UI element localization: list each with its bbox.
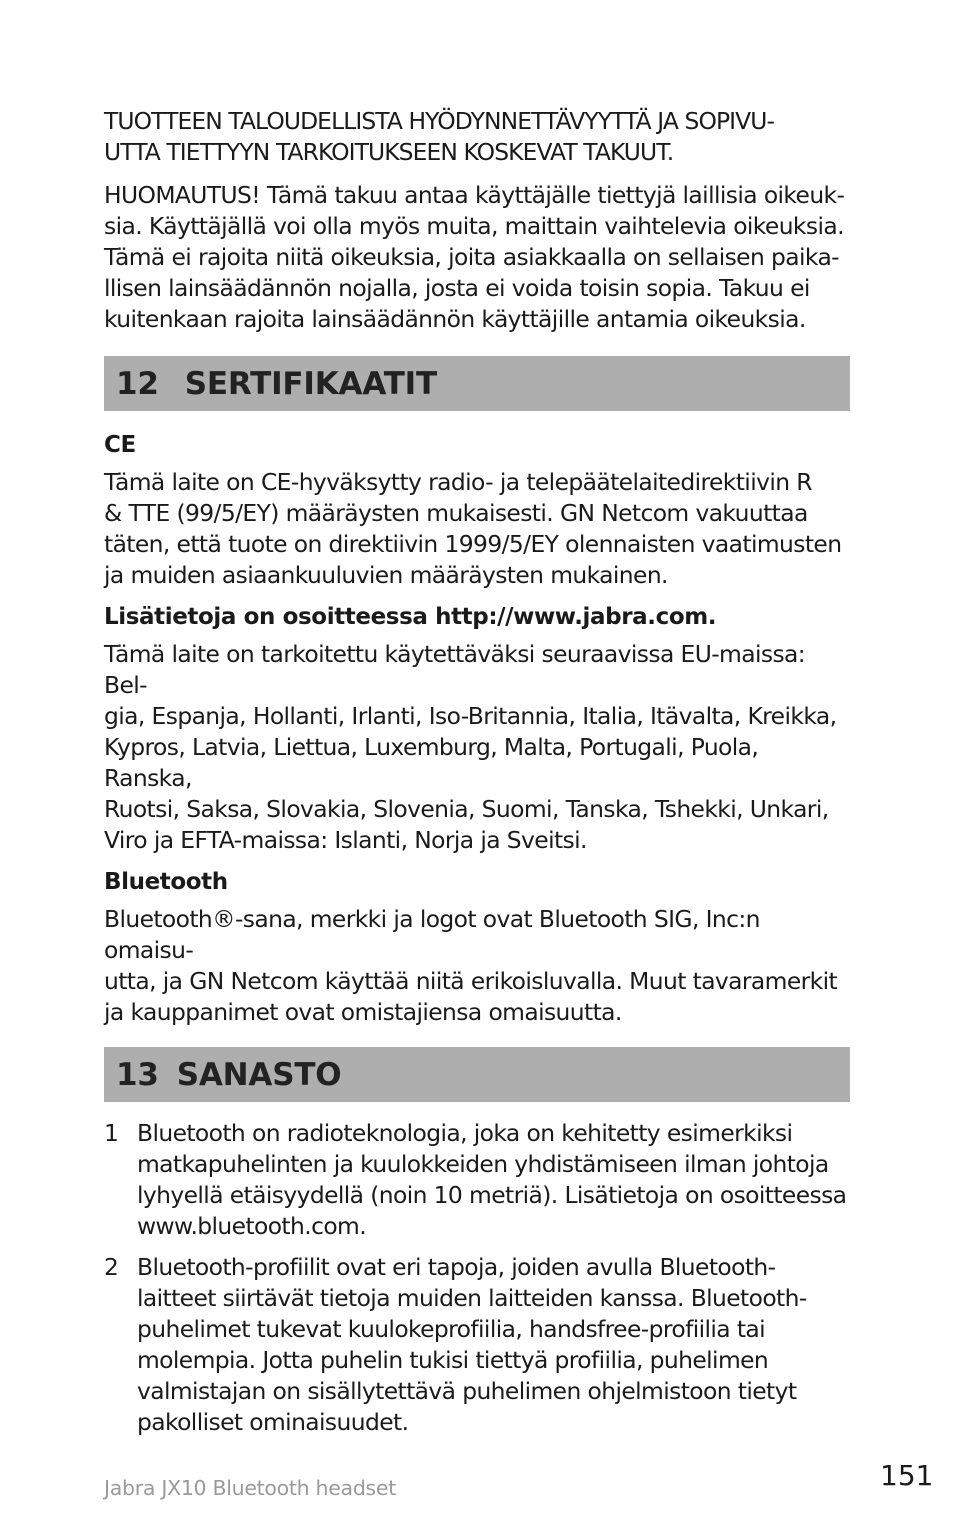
text-line: valmistajan on sisällytettävä puhelimen ohjelmistoon tietyt	[137, 1377, 797, 1405]
text-line: Bluetooth®-sana, merkki ja logot ovat Bluetooth SIG, Inc:n omaisu-	[104, 905, 760, 964]
text-line: & TTE (99/5/EY) määräysten mukaisesti. GN Netcom vakuuttaa	[104, 499, 808, 527]
section-title: SANASTO	[176, 1056, 342, 1093]
text-line: matkapuhelinten ja kuulokkeiden yhdistämiseen ilman johtoja	[137, 1150, 829, 1178]
text-line: pakolliset ominaisuudet.	[137, 1408, 409, 1436]
text-line: Tämä ei rajoita niitä oikeuksia, joita asiakkaalla on sellaisen paika-	[104, 243, 840, 271]
text-line: ja kauppanimet ovat omistajiensa omaisuutta.	[104, 998, 622, 1026]
text-line: lyhyellä etäisyydellä (noin 10 metriä). Lisätietoja on osoitteessa	[137, 1181, 847, 1209]
text-line: HUOMAUTUS! Tämä takuu antaa käyttäjälle tiettyjä laillisia oikeuk-	[104, 181, 845, 209]
info-heading: Lisätietoja on osoitteessa http://www.jabra.com.	[104, 604, 717, 630]
bluetooth-paragraph	[104, 904, 850, 1028]
page-content	[104, 106, 850, 1448]
text-line: sia. Käyttäjällä voi olla myös muita, maittain vaihtelevia oikeuksia.	[104, 212, 844, 240]
section-12-heading	[104, 356, 850, 411]
item-text	[137, 1118, 846, 1242]
section-number: 12	[116, 365, 159, 402]
text-line: Bluetooth-profiilit ovat eri tapoja, joiden avulla Bluetooth-	[137, 1253, 776, 1281]
ce-heading: CE	[104, 432, 136, 458]
text-line: llisen lainsäädännön nojalla, josta ei voida toisin sopia. Takuu ei	[104, 274, 810, 302]
ce-paragraph	[104, 467, 850, 591]
text-line: Tämä laite on tarkoitettu käytettäväksi seuraavissa EU-maissa: Bel-	[104, 640, 806, 699]
text-line: Viro ja EFTA-maissa: Islanti, Norja ja Sveitsi.	[104, 826, 587, 854]
text-line: Bluetooth on radioteknologia, joka on kehitetty esimerkiksi	[137, 1119, 793, 1147]
caps-line: UTTA TIETTYYN TARKOITUKSEEN KOSKEVAT TAKUUT.	[104, 138, 674, 166]
text-line: Tämä laite on CE-hyväksytty radio- ja telepäätelaitedirektiivin R	[104, 468, 812, 496]
item-text	[137, 1252, 807, 1438]
text-line: täten, että tuote on direktiivin 1999/5/EY olennaisten vaatimusten	[104, 530, 842, 558]
warranty-caps-text	[104, 106, 850, 168]
text-line: puhelimet tukevat kuulokeprofiilia, handsfree-profiilia tai	[137, 1315, 766, 1343]
countries-paragraph	[104, 639, 850, 856]
text-line: Ruotsi, Saksa, Slovakia, Slovenia, Suomi, Tanska, Tshekki, Unkari,	[104, 795, 829, 823]
section-13-heading	[104, 1047, 850, 1102]
bluetooth-heading: Bluetooth	[104, 869, 228, 895]
list-item	[104, 1118, 850, 1242]
footer-product-name: Jabra JX10 Bluetooth headset	[104, 1476, 396, 1500]
text-line: utta, ja GN Netcom käyttää niitä erikoisluvalla. Muut tavaramerkit	[104, 967, 838, 995]
text-line: Kypros, Latvia, Liettua, Luxemburg, Malta, Portugali, Puola, Ranska,	[104, 733, 759, 792]
text-line: molempia. Jotta puhelin tukisi tiettyä profiilia, puhelimen	[137, 1346, 769, 1374]
text-line: ja muiden asiaankuuluvien määräysten mukainen.	[104, 561, 668, 589]
caps-line: TUOTTEEN TALOUDELLISTA HYÖDYNNETTÄVYYTTÄ JA SOPIVU-	[104, 107, 775, 135]
text-line: gia, Espanja, Hollanti, Irlanti, Iso-Britannia, Italia, Itävalta, Kreikka,	[104, 702, 837, 730]
section-title: SERTIFIKAATIT	[184, 365, 437, 402]
section-number: 13	[116, 1056, 159, 1093]
list-item	[104, 1252, 850, 1438]
text-line: www.bluetooth.com.	[137, 1212, 367, 1240]
glossary-list	[104, 1118, 850, 1438]
page-number: 151	[880, 1459, 934, 1492]
text-line: kuitenkaan rajoita lainsäädännön käyttäjille antamia oikeuksia.	[104, 305, 806, 333]
item-number: 2	[104, 1253, 119, 1281]
text-line: laitteet siirtävät tietoja muiden laitteiden kanssa. Bluetooth-	[137, 1284, 807, 1312]
item-number: 1	[104, 1119, 119, 1147]
warranty-note	[104, 180, 850, 335]
